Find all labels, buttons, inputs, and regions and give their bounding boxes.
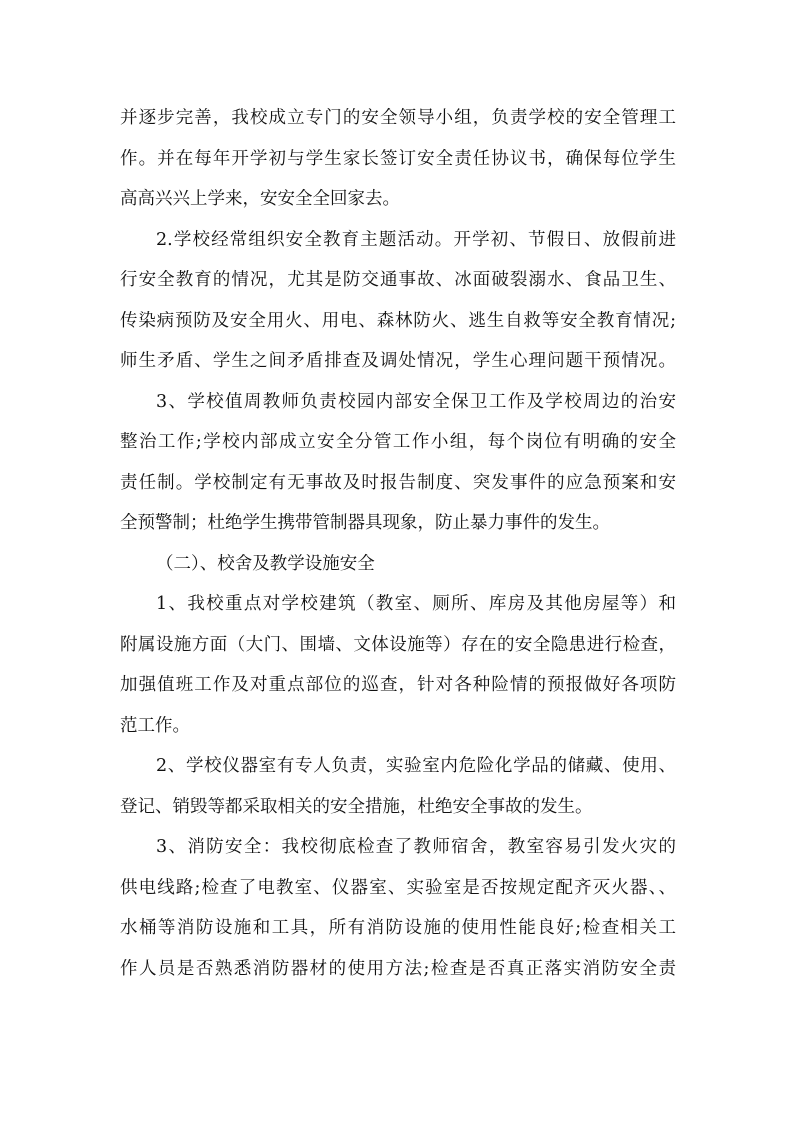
- text-line: 附属设施方面（大门、围墙、文体设施等）存在的安全隐患进行检查，: [120, 634, 676, 655]
- text-line: 作。并在每年开学初与学生家长签订安全责任协议书，确保每位学生: [120, 148, 676, 169]
- text-line: 责任制。学校制定有无事故及时报告制度、突发事件的应急预案和安: [120, 472, 676, 493]
- paragraph-start-line: 2.学校经常组织安全教育主题活动。开学初、节假日、放假前进: [156, 229, 676, 250]
- document-body: [120, 98, 676, 989]
- text-line: 供电线路;检查了电教室、仪器室、实验室是否按规定配齐灭火器、、: [120, 877, 676, 898]
- text-line: 师生矛盾、学生之间矛盾排查及调处情况，学生心理问题干预情况。: [120, 351, 676, 371]
- text-line: 传染病预防及安全用火、用电、森林防火、逃生自救等安全教育情况;: [120, 310, 676, 331]
- text-line: 行安全教育的情况，尤其是防交通事故、冰面破裂溺水、食品卫生、: [120, 270, 676, 290]
- text-line: 整治工作;学校内部成立安全分管工作小组，每个岗位有明确的安全: [120, 432, 676, 452]
- text-line: 范工作。: [120, 715, 190, 736]
- text-line: 并逐步完善，我校成立专门的安全领导小组，负责学校的安全管理工: [120, 108, 676, 128]
- text-line: 登记、销毁等都采取相关的安全措施，杜绝安全事故的发生。: [120, 796, 593, 817]
- paragraph-start-line: 1、我校重点对学校建筑（教室、厕所、库房及其他房屋等）和: [156, 594, 676, 614]
- section-heading: （二）、校舍及教学设施安全: [156, 553, 375, 574]
- paragraph-start-line: 3、学校值周教师负责校园内部安全保卫工作及学校周边的治安: [156, 391, 676, 412]
- text-line: 作人员是否熟悉消防器材的使用方法;检查是否真正落实消防安全责: [120, 958, 676, 979]
- text-line: 全预警制；杜绝学生携带管制器具现象，防止暴力事件的发生。: [120, 513, 610, 533]
- text-line: 加强值班工作及对重点部位的巡查，针对各种险情的预报做好各项防: [120, 675, 676, 695]
- text-line: 高高兴兴上学来，安安全全回家去。: [120, 189, 400, 209]
- paragraph-start-line: 2、学校仪器室有专人负责，实验室内危险化学品的储藏、使用、: [156, 756, 676, 776]
- text-line: 水桶等消防设施和工具，所有消防设施的使用性能良好;检查相关工: [120, 918, 676, 938]
- paragraph-start-line: 3、消防安全：我校彻底检查了教师宿舍，教室容易引发火灾的: [156, 837, 676, 857]
